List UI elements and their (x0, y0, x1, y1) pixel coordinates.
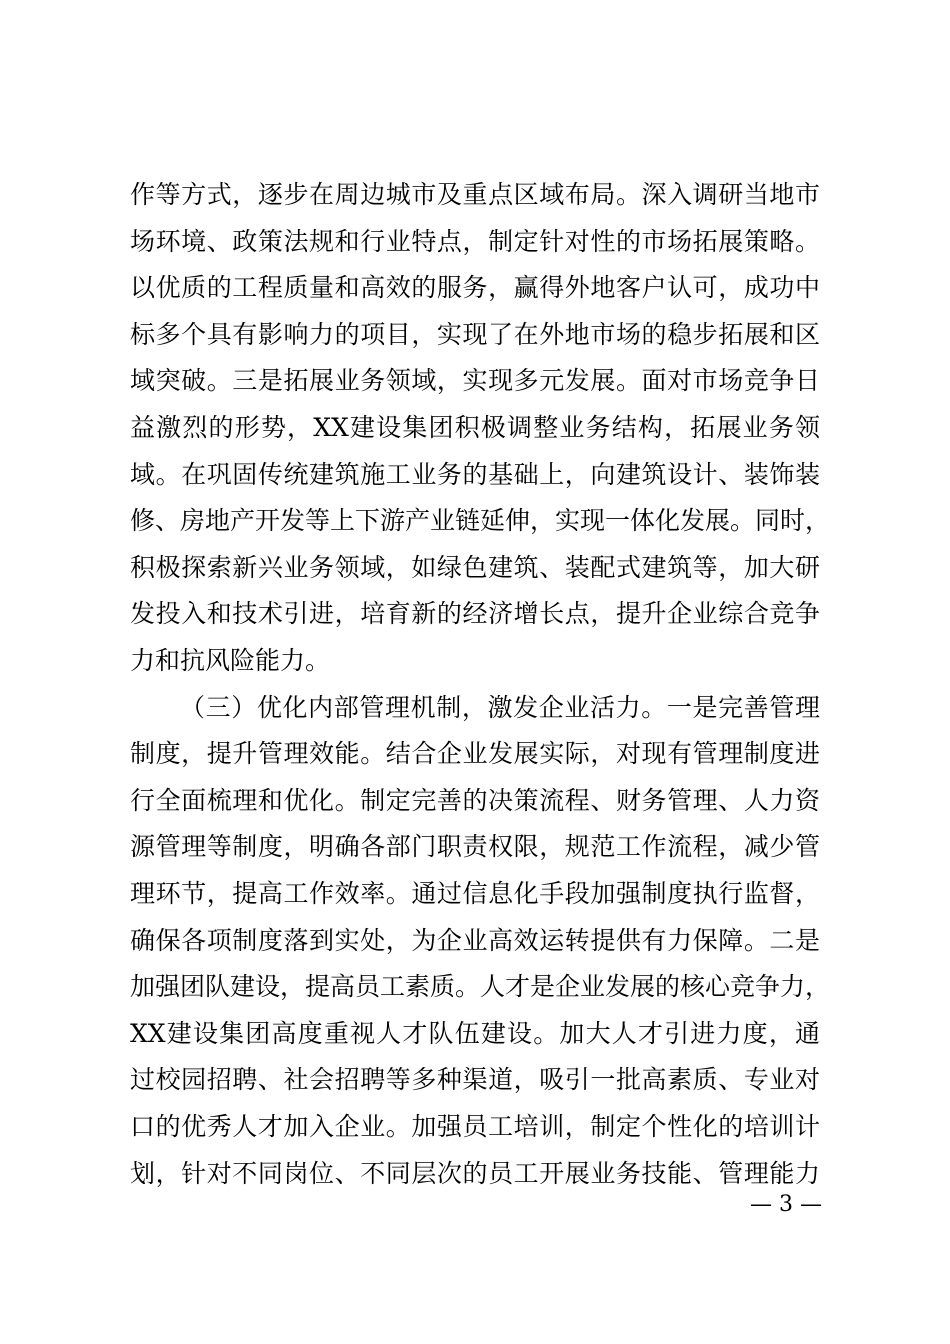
body-text-line: 以优质的工程质量和高效的服务，赢得外地客户认可，成功中 (130, 273, 820, 302)
body-text-line: XX建设集团高度重视人才队伍建设。加大人才引进力度，通 (130, 1019, 820, 1048)
body-text-line: 确保各项制度落到实处，为企业高效运转提供有力保障。二是 (130, 926, 820, 955)
page-number: — 3 — (750, 1192, 822, 1217)
body-text-line: 作等方式，逐步在周边城市及重点区域布局。深入调研当地市 (130, 180, 820, 209)
body-text-line: 益激烈的形势，XX建设集团积极调整业务结构，拓展业务领 (130, 413, 820, 442)
body-text-line: 源管理等制度，明确各部门职责权限，规范工作流程，减少管 (130, 832, 820, 861)
body-text-line: 力和抗风险能力。 (130, 646, 331, 675)
body-text-line: 行全面梳理和优化。制定完善的决策流程、财务管理、人力资 (130, 786, 820, 815)
body-text-line: 域。在巩固传统建筑施工业务的基础上，向建筑设计、装饰装 (130, 460, 820, 489)
body-text-line: 过校园招聘、社会招聘等多种渠道，吸引一批高素质、专业对 (130, 1065, 820, 1094)
body-text-line: 域突破。三是拓展业务领域，实现多元发展。面对市场竞争日 (130, 366, 820, 395)
body-text-line: 场环境、政策法规和行业特点，制定针对性的市场拓展策略。 (130, 227, 820, 256)
body-text-line: 标多个具有影响力的项目，实现了在外地市场的稳步拓展和区 (130, 320, 820, 349)
section-heading-line: （三）优化内部管理机制，激发企业活力。一是完善管理 (180, 693, 820, 722)
body-text-line: 加强团队建设，提高员工素质。人才是企业发展的核心竞争力， (130, 972, 831, 1001)
body-text-line: 制度，提升管理效能。结合企业发展实际，对现有管理制度进 (130, 739, 820, 768)
body-text-line: 理环节，提高工作效率。通过信息化手段加强制度执行监督， (130, 879, 820, 908)
body-text-line: 口的优秀人才加入企业。加强员工培训，制定个性化的培训计 (130, 1112, 820, 1141)
body-text-line: 发投入和技术引进，培育新的经济增长点，提升企业综合竞争 (130, 599, 820, 628)
body-text-line: 积极探索新兴业务领域，如绿色建筑、装配式建筑等，加大研 (130, 553, 820, 582)
body-text-line: 修、房地产开发等上下游产业链延伸，实现一体化发展。同时， (130, 506, 831, 535)
body-text-line: 划，针对不同岗位、不同层次的员工开展业务技能、管理能力 (130, 1159, 820, 1188)
